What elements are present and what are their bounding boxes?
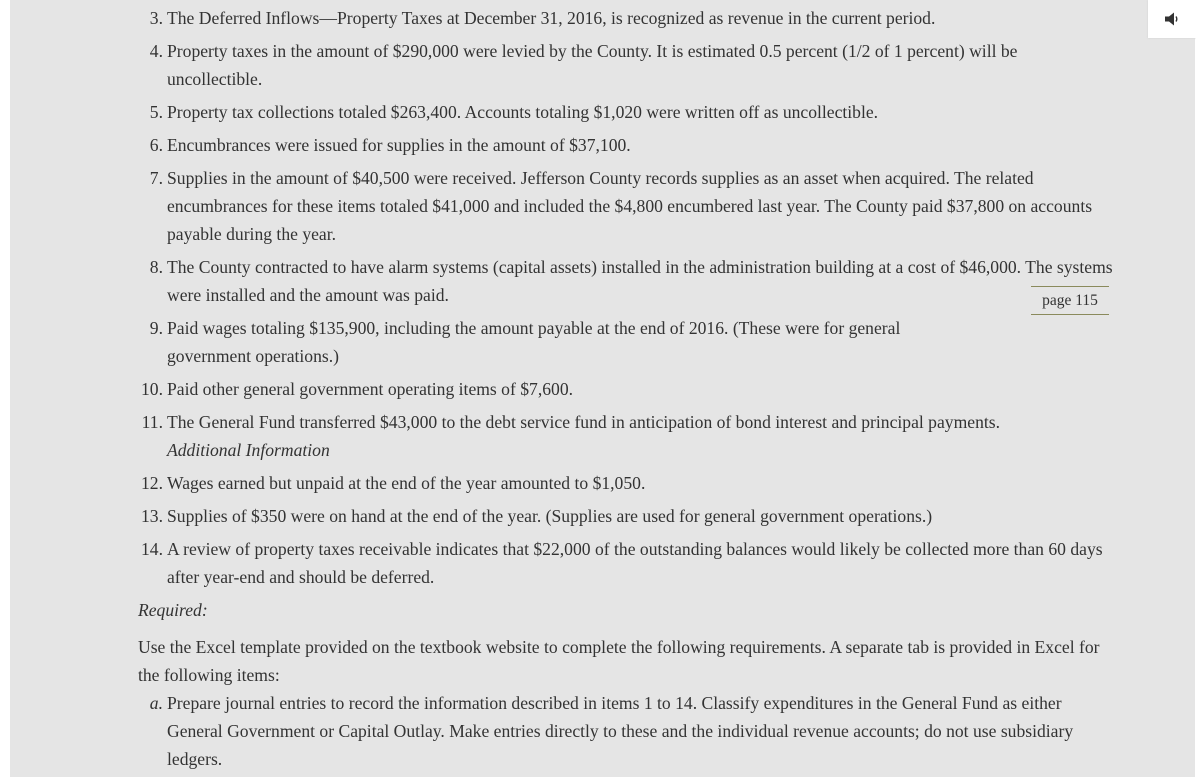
list-item <box>138 98 1113 126</box>
item-number: 6. <box>149 135 163 155</box>
list-item <box>138 37 1113 93</box>
page-marker: page 115 <box>1031 286 1109 315</box>
item-number: 3. <box>149 8 163 28</box>
item-number: 8. <box>149 257 163 277</box>
list-item <box>138 375 1113 403</box>
item-text: Wages earned but unpaid at the end of the year amounted to $1,050. <box>167 473 646 493</box>
audio-button[interactable] <box>1148 0 1196 38</box>
list-item <box>138 131 1113 159</box>
item-text: Supplies of $350 were on hand at the end of the year. (Supplies are used for general government operations.) <box>167 506 933 526</box>
item-text: Paid wages totaling $135,900, including the amount payable at the end of 2016. (These were for general government operations.) <box>167 318 901 366</box>
instructions-paragraph: Use the Excel template provided on the textbook website to complete the following requirements. A separate tab is provided in Excel for the following items: <box>138 637 1100 685</box>
item-text: Property tax collections totaled $263,400. Accounts totaling $1,020 were written off as uncollectible. <box>167 102 879 122</box>
item-number: 9. <box>149 318 163 338</box>
list-item <box>138 408 1113 464</box>
list-item <box>138 314 1113 370</box>
item-number: 4. <box>149 41 163 61</box>
item-text: The General Fund transferred $43,000 to the debt service fund in anticipation of bond interest and principal payments. <box>167 412 1001 432</box>
item-text: Encumbrances were issued for supplies in the amount of $37,100. <box>167 135 631 155</box>
requirement-item <box>138 689 1113 773</box>
document-content <box>138 4 1113 773</box>
list-item <box>138 469 1113 497</box>
list-item <box>138 502 1113 530</box>
list-item <box>138 4 1113 32</box>
item-number: 12. <box>141 473 163 493</box>
item-number: 10. <box>141 379 163 399</box>
item-number: 11. <box>141 412 163 432</box>
subheading: Additional Information <box>167 440 330 460</box>
item-number: 7. <box>149 168 163 188</box>
speaker-icon <box>1164 12 1180 26</box>
item-text: The Deferred Inflows—Property Taxes at December 31, 2016, is recognized as revenue in the current period. <box>167 8 936 28</box>
item-number: 14. <box>141 539 163 559</box>
required-heading: Required: <box>138 600 208 620</box>
item-text: The County contracted to have alarm systems (capital assets) installed in the administration building at a cost of $46,000. The systems were installed and the amount was paid. <box>167 257 1113 305</box>
list-item <box>138 535 1113 591</box>
list-item <box>138 164 1113 248</box>
item-number: 13. <box>141 506 163 526</box>
requirement-text: Prepare journal entries to record the information described in items 1 to 14. Classify expenditures in the General Fund as either General Government or Capital Outlay. Make entries directly to these and the individual revenue accounts; do not use subsidiary ledgers. <box>167 693 1074 769</box>
item-number: 5. <box>149 102 163 122</box>
item-text: A review of property taxes receivable indicates that $22,000 of the outstanding balances would likely be collected more than 60 days after year-end and should be deferred. <box>167 539 1103 587</box>
item-text: Supplies in the amount of $40,500 were received. Jefferson County records supplies as an asset when acquired. The related encumbrances for these items totaled $41,000 and included the $4,800 encumbered last year. The County paid $37,800 on accounts payable during the year. <box>167 168 1093 244</box>
requirement-label: a. <box>149 693 163 713</box>
item-text: Paid other general government operating items of $7,600. <box>167 379 574 399</box>
list-item <box>138 253 1113 309</box>
item-text: Property taxes in the amount of $290,000 were levied by the County. It is estimated 0.5 percent (1/2 of 1 percent) will be uncollectible. <box>167 41 1018 89</box>
